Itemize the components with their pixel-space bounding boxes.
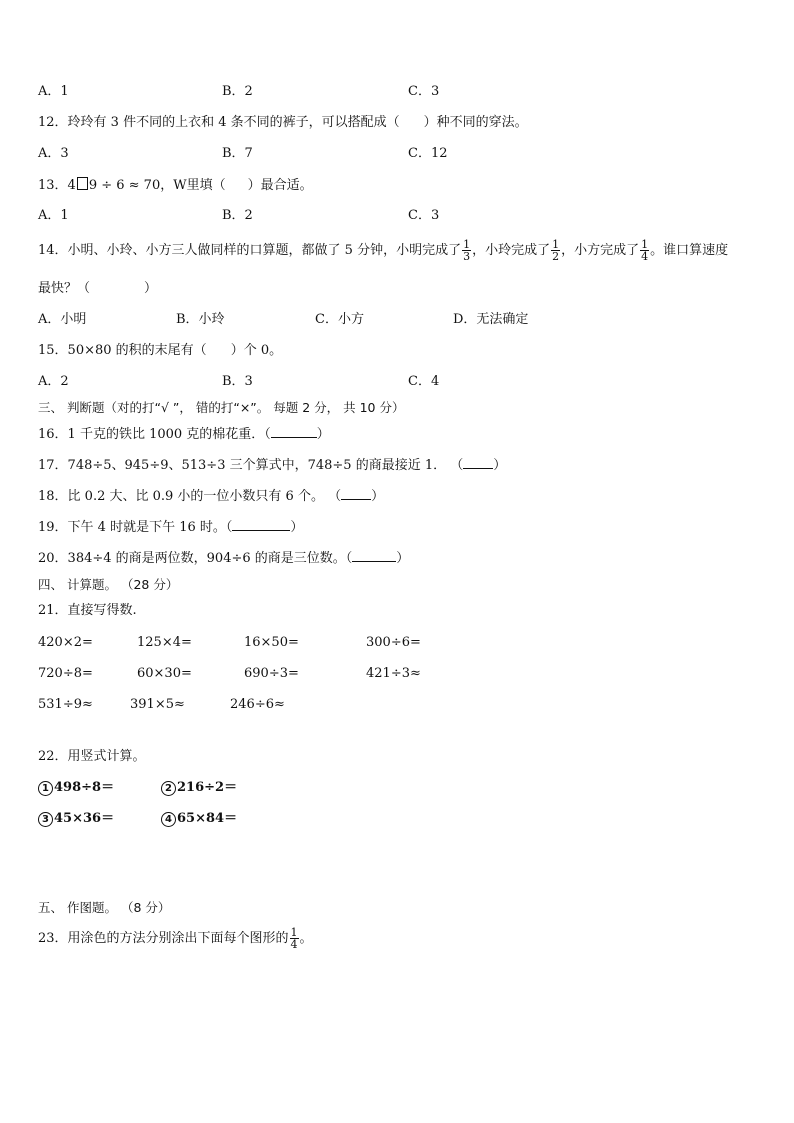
- q14-option-b: B．小玲: [176, 312, 225, 327]
- calc-item: 421÷3≈: [366, 666, 421, 681]
- q14-line2: 最快？（: [38, 281, 91, 296]
- q12-text-a: 12．玲玲有 3 件不同的上衣和 4 条不同的裤子，可以搭配成（: [38, 115, 400, 130]
- q15-expr: 15．50×80: [38, 343, 112, 358]
- q12-option-c: C．12: [408, 146, 448, 161]
- q14-part-2: ，小玲完成了: [472, 243, 551, 258]
- q15-option-a: A．2: [38, 374, 69, 389]
- calc-item: 125×4=: [137, 635, 192, 650]
- question-22-title: 22．用竖式计算。: [38, 749, 146, 764]
- fraction-one-quarter: $\frac{1}{4}$: [641, 238, 649, 263]
- q13-post: ）最合适。: [247, 178, 313, 193]
- q13-mid: 9 ÷ 6 ≈ 70，W里填（: [88, 178, 226, 193]
- question-13: [38, 177, 313, 194]
- calc-item: 300÷6=: [366, 635, 421, 650]
- q12-option-a: A．3: [38, 146, 69, 161]
- q13-pre: 13．4: [38, 178, 76, 193]
- circled-number-icon: 1: [38, 781, 53, 796]
- question-15: [38, 343, 282, 359]
- question-16: 16．1 千克的铁比 1000 克的棉花重．（ ）: [38, 427, 330, 442]
- fraction-one-half: $\frac{1}{2}$: [552, 238, 560, 263]
- vertical-calc-item-1: 1 498÷8＝: [38, 780, 114, 796]
- question-12: [38, 115, 528, 131]
- circled-number-icon: 2: [161, 781, 176, 796]
- section-5-heading: 五、 作图题。 （8 分）: [38, 900, 171, 915]
- q13-option-c: C．3: [408, 208, 440, 223]
- q14-part-4: 。谁口算速度: [650, 243, 729, 258]
- calc-item: 16×50=: [244, 635, 299, 650]
- question-14-line-2: [38, 281, 157, 297]
- q11-option-a: A．1: [38, 84, 69, 99]
- q15-option-c: C．4: [408, 374, 440, 389]
- calc-item: 720÷8=: [38, 666, 93, 681]
- q15-text: 的积的末尾有（: [115, 343, 207, 358]
- q12-text-b: ）种不同的穿法。: [423, 115, 528, 130]
- q12-option-b: B．7: [222, 146, 253, 161]
- q13-option-b: B．2: [222, 208, 253, 223]
- q13-option-a: A．1: [38, 208, 69, 223]
- q11-option-c: C．3: [408, 84, 440, 99]
- answer-box-icon: [77, 177, 88, 190]
- q14-line2-end: ）: [144, 281, 158, 296]
- vertical-calc-item-2: 2 216÷2＝: [161, 780, 237, 796]
- q15-option-b: B．3: [222, 374, 253, 389]
- fraction-one-quarter: $\frac{1}{4}$: [290, 926, 298, 951]
- circled-number-icon: 4: [161, 812, 176, 827]
- question-17: 17．748÷5、945÷9、513÷3 三个算式中，748÷5 的商最接近 1． （ ）: [38, 458, 507, 473]
- question-14: [38, 236, 728, 266]
- section-4-heading: 四、 计算题。 （28 分）: [38, 577, 179, 592]
- q14-option-a: A．小明: [38, 312, 87, 327]
- q14-part-1: 14．小明、小玲、小方三人做同样的口算题，都做了 5 分钟，小明完成了: [38, 243, 462, 258]
- question-23: 23．用涂色的方法分别涂出下面每个图形的 $\frac{1}{4}$ 。: [38, 926, 313, 951]
- calc-item: 60×30=: [137, 666, 192, 681]
- question-19: 19．下午 4 时就是下午 16 时。（ ）: [38, 520, 304, 535]
- calc-item: 531÷9≈: [38, 697, 93, 712]
- q11-option-b: B．2: [222, 84, 253, 99]
- calc-item: 420×2=: [38, 635, 93, 650]
- calc-item: 246÷6≈: [230, 697, 285, 712]
- calc-item: 690÷3=: [244, 666, 299, 681]
- question-20: 20．384÷4 的商是两位数，904÷6 的商是三位数。（ ）: [38, 551, 410, 566]
- q14-option-c: C．小方: [315, 312, 364, 327]
- question-18: 18．比 0.2 大、比 0.9 小的一位小数只有 6 个。 （ ）: [38, 489, 385, 504]
- question-21-title: 21．直接写得数.: [38, 603, 137, 618]
- fraction-one-third: $\frac{1}{3}$: [463, 238, 471, 263]
- vertical-calc-item-3: 3 45×36＝: [38, 811, 114, 827]
- calc-item: 391×5≈: [130, 697, 185, 712]
- vertical-calc-item-4: 4 65×84＝: [161, 811, 237, 827]
- q14-part-3: ，小方完成了: [561, 243, 640, 258]
- section-3-heading: 三、 判断题（对的打“√ ”， 错的打“×”。 每题 2 分， 共 10 分）: [38, 400, 405, 415]
- q14-option-d: D．无法确定: [453, 312, 529, 327]
- circled-number-icon: 3: [38, 812, 53, 827]
- q15-end: ）个 0。: [230, 343, 283, 358]
